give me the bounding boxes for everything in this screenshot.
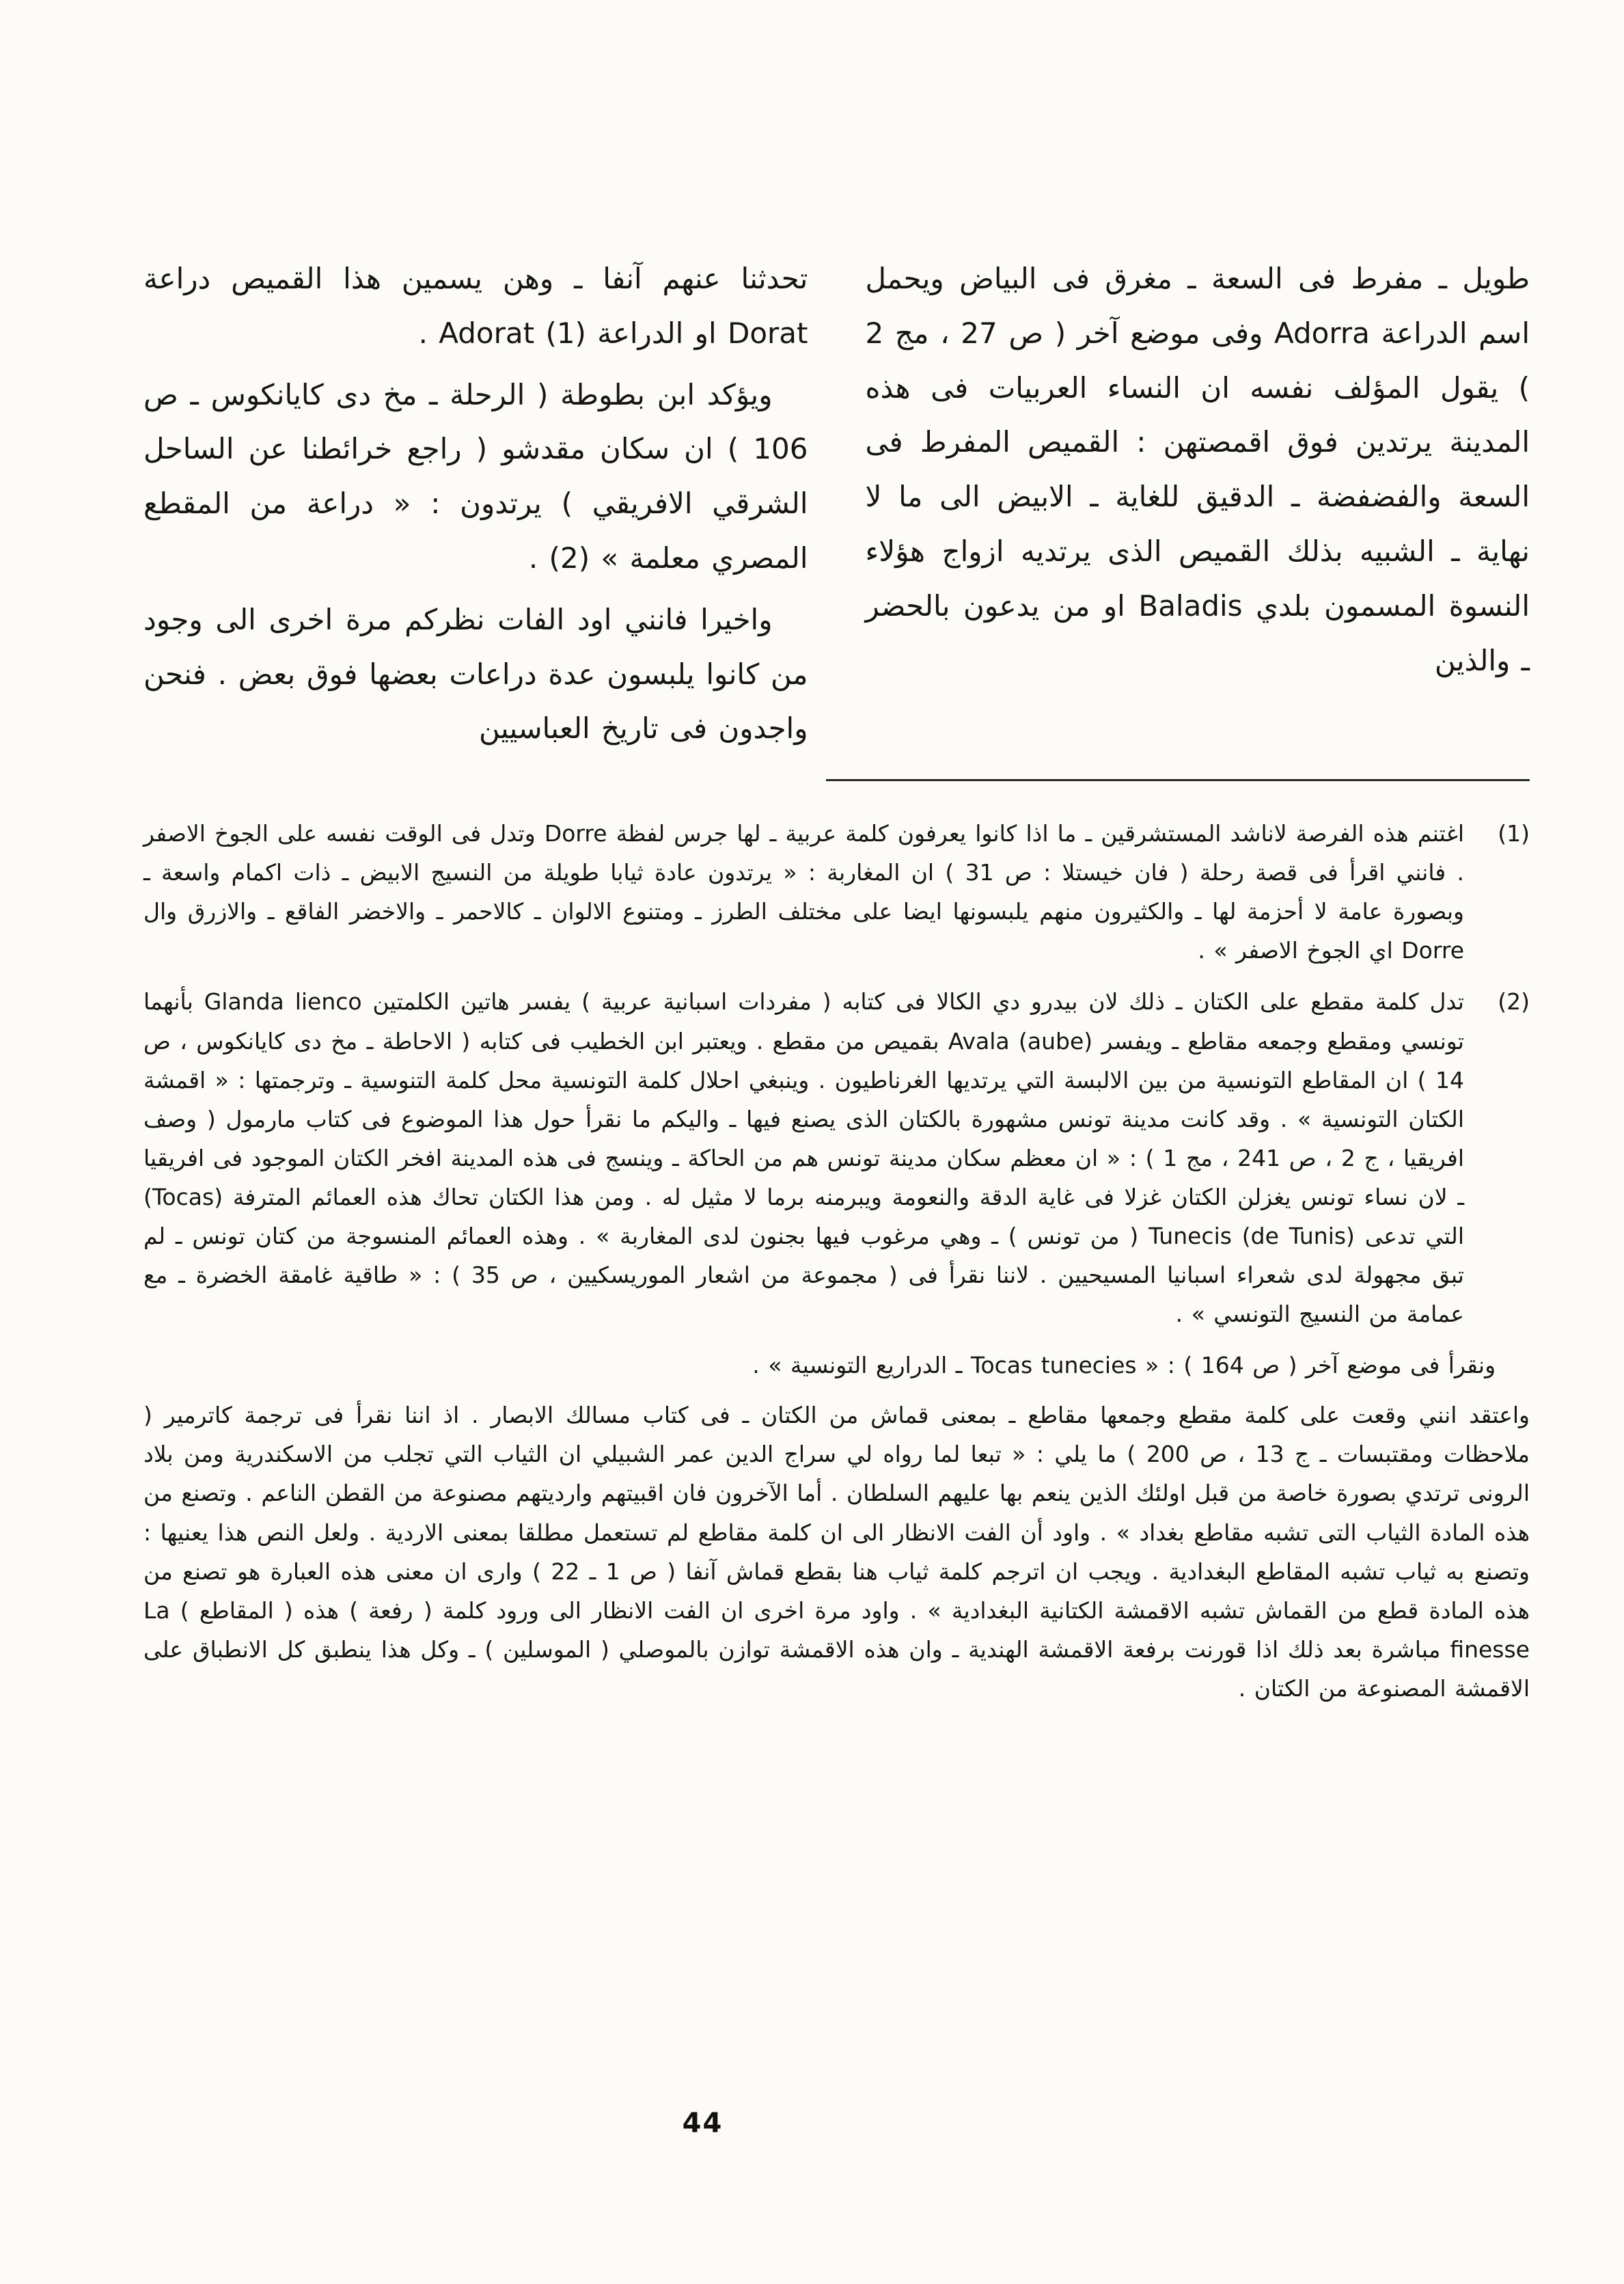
footnote-2-text: تدل كلمة مقطع على الكتان ـ ذلك لان بيدرو دي الكالا فى كتابه ( مفردات اسبانية عربية ) يفسر هاتين الكلمتين Glanda lienco بأنهما تونسي ومقطع وجمعه مقاطع ـ ويفسر Avala (aube) بقميص من مقطع . ويعتبر ابن الخطيب فى كتابه ( الاحاطة ـ مخ دى كايانكوس ، ص 14 ) ان المقاطع التونسية من بين الالبسة التي يرتديها الغرناطيون . وينبغي احلال كلمة التونسية محل كلمة التنوسية ـ وترجمتها : « اقمشة الكتان التونسية » . وقد كانت مدينة تونس مشهورة بالكتان الذى يصنع فيها ـ واليكم ما نقرأ حول هذا الموضوع فى كتاب مارمول ( وصف افريقيا ، ج 2 ، ص 241 ، مج 1 ) : « ان معظم سكان مدينة تونس هم من الحاكة ـ وينسج فى هذه المدينة افخر الكتان الموجود فى افريقيا ـ لان نساء تونس يغزلن الكتان غزلا فى غاية الدقة والنعومة ويبرمنه برما لا مثيل له . ومن هذا الكتان تحاك هذه العمائم المترفة (Tocas) التي تدعى Tunecis (de Tunis) ( من تونس ) ـ وهي مرغوب فيها بجنون لدى المغاربة » . وهذه العمائم المنسوجة من كتان تونس ـ لم تبق مجهولة لدى شعراء اسبانيا المسيحيين . لاننا نقرأ فى ( مجموعة من اشعار الموريسكيين ، ص 35 ) : « طاقية غامقة الخضرة ـ مع عمامة من النسيج التونسي » . xyxy=(143,988,1464,1328)
footnote-1-marker: (1) xyxy=(1498,820,1530,847)
footnotes-section xyxy=(143,814,1530,1708)
body-paragraph: طويل ـ مفرط فى السعة ـ مغرق فى البياض ويحمل اسم الدراعة Adorra وفى موضع آخر ( ص 27 ، مج 2 ) يقول المؤلف نفسه ان النساء العربيات فى هذه المدينة يرتدين فوق اقمصتهن : القميص المفرط فى السعة والفضفضة ـ الدقيق للغاية ـ الابيض الى ما لا نهاية ـ الشبيه بذلك القميص الذى يرتديه ازواج هؤلاء النسوة المسمون بلدي Baladis او من يدعون بالحضر ـ والذين xyxy=(865,262,1530,677)
footnote-separator-rule xyxy=(826,779,1530,781)
footnote-continuation-paragraph: واعتقد انني وقعت على كلمة مقطع وجمعها مقاطع ـ بمعنى قماش من الكتان ـ فى كتاب مسالك الابصار . اذ اننا نقرأ فى ترجمة كاترمير ( ملاحظات ومقتبسات ـ ج 13 ، ص 200 ) ما يلي : « تبعا لما رواه لي سراج الدين عمر الشبيلي ان الثياب التي تجلب من الاسكندرية ومن بلاد الرونى ترتدي بصورة خاصة من قبل اولئك الذين ينعم بها عليهم السلطان . أما الآخرون فان اقبيتهم وارديتهم مصنوعة من القطن الناعم . وتصنع من هذه المادة الثياب التى تشبه مقاطع بغداد » . واود أن الفت الانظار الى ان كلمة مقاطع لم تستعمل مطلقا بمعنى الاردية . ولعل النص هذا يعنيها : وتصنع به ثياب تشبه المقاطع البغدادية . ويجب ان اترجم كلمة ثياب هنا بقطع قماش آنفا ( ص 1 ـ 22 ) وارى ان معنى هذه العبارة هو تصنع من هذه المادة قطع من القماش تشبه الاقمشة الكتانية البغدادية » . واود مرة اخرى ان الفت الانظار الى ورود كلمة ( رفعة ) هذه ( المقاطع ) La finesse مباشرة بعد ذلك اذا قورنت برفعة الاقمشة الهندية ـ وان هذه الاقمشة توازن بالموصلي ( الموسلين ) ـ وكل هذا ينطبق كل الانطباق على الاقمشة المصنوعة من الكتان . xyxy=(143,1402,1530,1702)
body-paragraph: ويؤكد ابن بطوطة ( الرحلة ـ مخ دى كايانكوس ـ ص 106 ) ان سكان مقدشو ( راجع خرائطنا عن الساحل الشرقي الافريقي ) يرتدون : « دراعة من المقطع المصري معلمة » (2) . xyxy=(143,377,808,575)
footnote-2 xyxy=(143,982,1530,1333)
footnote-continuation-paragraph: ونقرأ فى موضع آخر ( ص 164 ) : « Tocas tunecies ـ الدراريع التونسية » . xyxy=(752,1352,1496,1379)
main-column-left xyxy=(143,251,808,756)
main-column-right xyxy=(866,251,1530,688)
footnote-1 xyxy=(143,814,1530,970)
body-paragraph: واخيرا فانني اود الفات نظركم مرة اخرى الى وجود من كانوا يلبسون عدة دراعات بعضها فوق بعض . فنحن واجدون فى تاريخ العباسيين xyxy=(143,602,808,746)
main-text-columns xyxy=(143,251,1530,756)
body-paragraph: تحدثنا عنهم آنفا ـ وهن يسمين هذا القميص دراعة Dorat او الدراعة Adorat (1) . xyxy=(143,262,808,350)
footnote-2-marker: (2) xyxy=(1498,988,1530,1016)
page-number: 44 xyxy=(682,2108,724,2139)
footnote-1-text: اغتنم هذه الفرصة لاناشد المستشرقين ـ ما اذا كانوا يعرفون كلمة عربية ـ لها جرس لفظة Dorre وتدل فى الوقت نفسه على الجوخ الاصفر . فانني اقرأ فى قصة رحلة ( فان خيستلا : ص 31 ) ان المغاربة : « يرتدون عادة ثيابا طويلة من النسيج الابيض ـ ذات اكمام واسعة ـ وبصورة عامة لا أحزمة لها ـ والكثيرون منهم يلبسونها ايضا على مختلف الطرز ـ ومتنوع الالوان ـ كالاحمر ـ والاخضر الفاقع ـ والازرق وال Dorre اي الجوخ الاصفر » . xyxy=(143,820,1465,964)
